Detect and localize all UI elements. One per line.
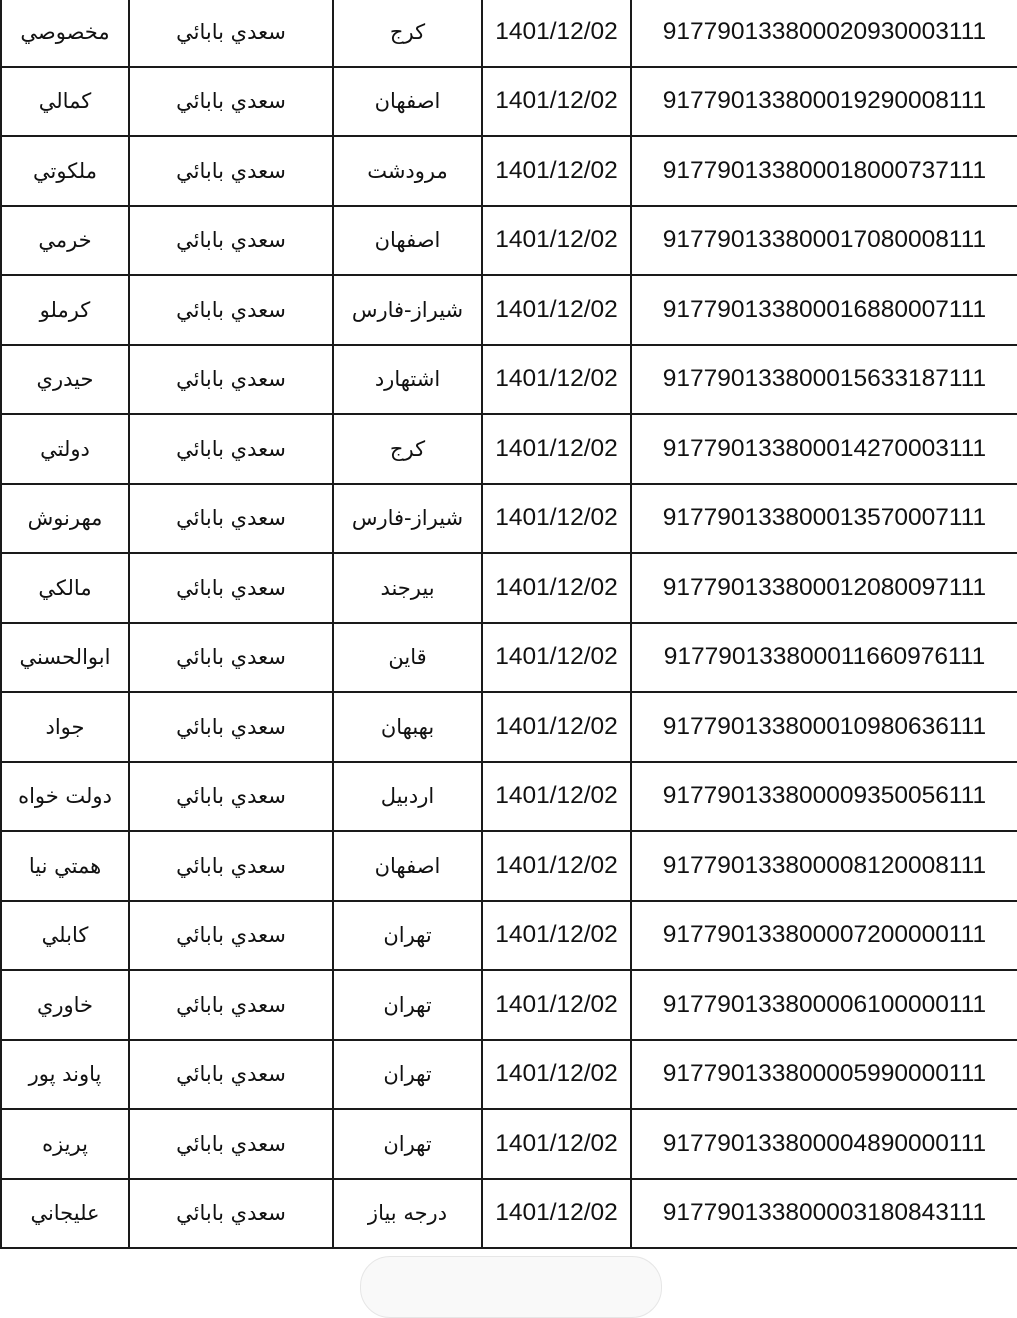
agent-name-cell: سعدي بابائي <box>129 1040 333 1110</box>
surname-cell: حيدري <box>1 345 129 415</box>
date-cell: 1401/12/02 <box>482 206 631 276</box>
agent-name-cell: سعدي بابائي <box>129 0 333 67</box>
surname-cell: كرملو <box>1 275 129 345</box>
tracking-code-cell: 917790133800009350056111 <box>631 762 1017 832</box>
table-row <box>1 623 1017 693</box>
tracking-code-cell: 917790133800018000737111 <box>631 136 1017 206</box>
date-cell: 1401/12/02 <box>482 345 631 415</box>
tracking-code-cell: 917790133800008120008111 <box>631 831 1017 901</box>
date-cell: 1401/12/02 <box>482 484 631 554</box>
surname-cell: عليجاني <box>1 1179 129 1249</box>
table-row <box>1 484 1017 554</box>
table-row <box>1 206 1017 276</box>
city-cell: تهران <box>333 901 482 971</box>
table-row <box>1 1109 1017 1179</box>
bottom-overlay-pill <box>360 1256 662 1318</box>
surname-cell: كمالي <box>1 67 129 137</box>
surname-cell: ملكوتي <box>1 136 129 206</box>
surname-cell: خاوري <box>1 970 129 1040</box>
agent-name-cell: سعدي بابائي <box>129 1179 333 1249</box>
city-cell: تهران <box>333 970 482 1040</box>
surname-cell: كابلي <box>1 901 129 971</box>
date-cell: 1401/12/02 <box>482 275 631 345</box>
date-cell: 1401/12/02 <box>482 692 631 762</box>
city-cell: شيراز-فارس <box>333 484 482 554</box>
tracking-code-cell: 917790133800019290008111 <box>631 67 1017 137</box>
agent-name-cell: سعدي بابائي <box>129 275 333 345</box>
city-cell: تهران <box>333 1040 482 1110</box>
city-cell: كرج <box>333 0 482 67</box>
table-row <box>1 762 1017 832</box>
agent-name-cell: سعدي بابائي <box>129 206 333 276</box>
city-cell: مرودشت <box>333 136 482 206</box>
agent-name-cell: سعدي بابائي <box>129 1109 333 1179</box>
tracking-code-cell: 917790133800005990000111 <box>631 1040 1017 1110</box>
date-cell: 1401/12/02 <box>482 901 631 971</box>
tracking-code-cell: 917790133800004890000111 <box>631 1109 1017 1179</box>
city-cell: اردبيل <box>333 762 482 832</box>
surname-cell: جواد <box>1 692 129 762</box>
tracking-code-cell: 917790133800016880007111 <box>631 275 1017 345</box>
date-cell: 1401/12/02 <box>482 136 631 206</box>
agent-name-cell: سعدي بابائي <box>129 831 333 901</box>
surname-cell: مخصوصي <box>1 0 129 67</box>
table-row <box>1 136 1017 206</box>
agent-name-cell: سعدي بابائي <box>129 970 333 1040</box>
tracking-code-cell: 917790133800006100000111 <box>631 970 1017 1040</box>
tracking-code-cell: 917790133800003180843111 <box>631 1179 1017 1249</box>
agent-name-cell: سعدي بابائي <box>129 414 333 484</box>
agent-name-cell: سعدي بابائي <box>129 136 333 206</box>
surname-cell: مهرنوش <box>1 484 129 554</box>
table-row <box>1 901 1017 971</box>
table-row <box>1 831 1017 901</box>
tracking-code-cell: 917790133800017080008111 <box>631 206 1017 276</box>
tracking-code-cell: 917790133800020930003111 <box>631 0 1017 67</box>
city-cell: اصفهان <box>333 67 482 137</box>
surname-cell: همتي نيا <box>1 831 129 901</box>
date-cell: 1401/12/02 <box>482 0 631 67</box>
tracking-code-cell: 917790133800007200000111 <box>631 901 1017 971</box>
date-cell: 1401/12/02 <box>482 970 631 1040</box>
surname-cell: پاوند پور <box>1 1040 129 1110</box>
city-cell: اشتهارد <box>333 345 482 415</box>
city-cell: قاين <box>333 623 482 693</box>
tracking-code-cell: 917790133800010980636111 <box>631 692 1017 762</box>
table-row <box>1 1179 1017 1249</box>
surname-cell: خرمي <box>1 206 129 276</box>
table-row <box>1 692 1017 762</box>
tracking-code-cell: 917790133800011660976111 <box>631 623 1017 693</box>
surname-cell: دولت خواه <box>1 762 129 832</box>
tracking-code-cell: 917790133800015633187111 <box>631 345 1017 415</box>
agent-name-cell: سعدي بابائي <box>129 762 333 832</box>
city-cell: درجه بياز <box>333 1179 482 1249</box>
date-cell: 1401/12/02 <box>482 623 631 693</box>
tracking-code-cell: 917790133800012080097111 <box>631 553 1017 623</box>
agent-name-cell: سعدي بابائي <box>129 623 333 693</box>
city-cell: بهبهان <box>333 692 482 762</box>
table-row <box>1 1040 1017 1110</box>
table-row <box>1 0 1017 67</box>
city-cell: اصفهان <box>333 831 482 901</box>
city-cell: كرج <box>333 414 482 484</box>
city-cell: اصفهان <box>333 206 482 276</box>
table-row <box>1 553 1017 623</box>
agent-name-cell: سعدي بابائي <box>129 553 333 623</box>
agent-name-cell: سعدي بابائي <box>129 692 333 762</box>
agent-name-cell: سعدي بابائي <box>129 484 333 554</box>
table-row <box>1 345 1017 415</box>
city-cell: شيراز-فارس <box>333 275 482 345</box>
table-row <box>1 970 1017 1040</box>
tracking-code-cell: 917790133800014270003111 <box>631 414 1017 484</box>
city-cell: تهران <box>333 1109 482 1179</box>
surname-cell: پريزه <box>1 1109 129 1179</box>
date-cell: 1401/12/02 <box>482 831 631 901</box>
tracking-code-cell: 917790133800013570007111 <box>631 484 1017 554</box>
records-table-body <box>1 0 1017 1248</box>
date-cell: 1401/12/02 <box>482 67 631 137</box>
date-cell: 1401/12/02 <box>482 762 631 832</box>
agent-name-cell: سعدي بابائي <box>129 345 333 415</box>
date-cell: 1401/12/02 <box>482 553 631 623</box>
city-cell: بيرجند <box>333 553 482 623</box>
date-cell: 1401/12/02 <box>482 1179 631 1249</box>
date-cell: 1401/12/02 <box>482 1109 631 1179</box>
surname-cell: دولتي <box>1 414 129 484</box>
date-cell: 1401/12/02 <box>482 1040 631 1110</box>
surname-cell: ابوالحسني <box>1 623 129 693</box>
table-row <box>1 414 1017 484</box>
agent-name-cell: سعدي بابائي <box>129 67 333 137</box>
agent-name-cell: سعدي بابائي <box>129 901 333 971</box>
table-row <box>1 67 1017 137</box>
surname-cell: مالكي <box>1 553 129 623</box>
date-cell: 1401/12/02 <box>482 414 631 484</box>
table-row <box>1 275 1017 345</box>
